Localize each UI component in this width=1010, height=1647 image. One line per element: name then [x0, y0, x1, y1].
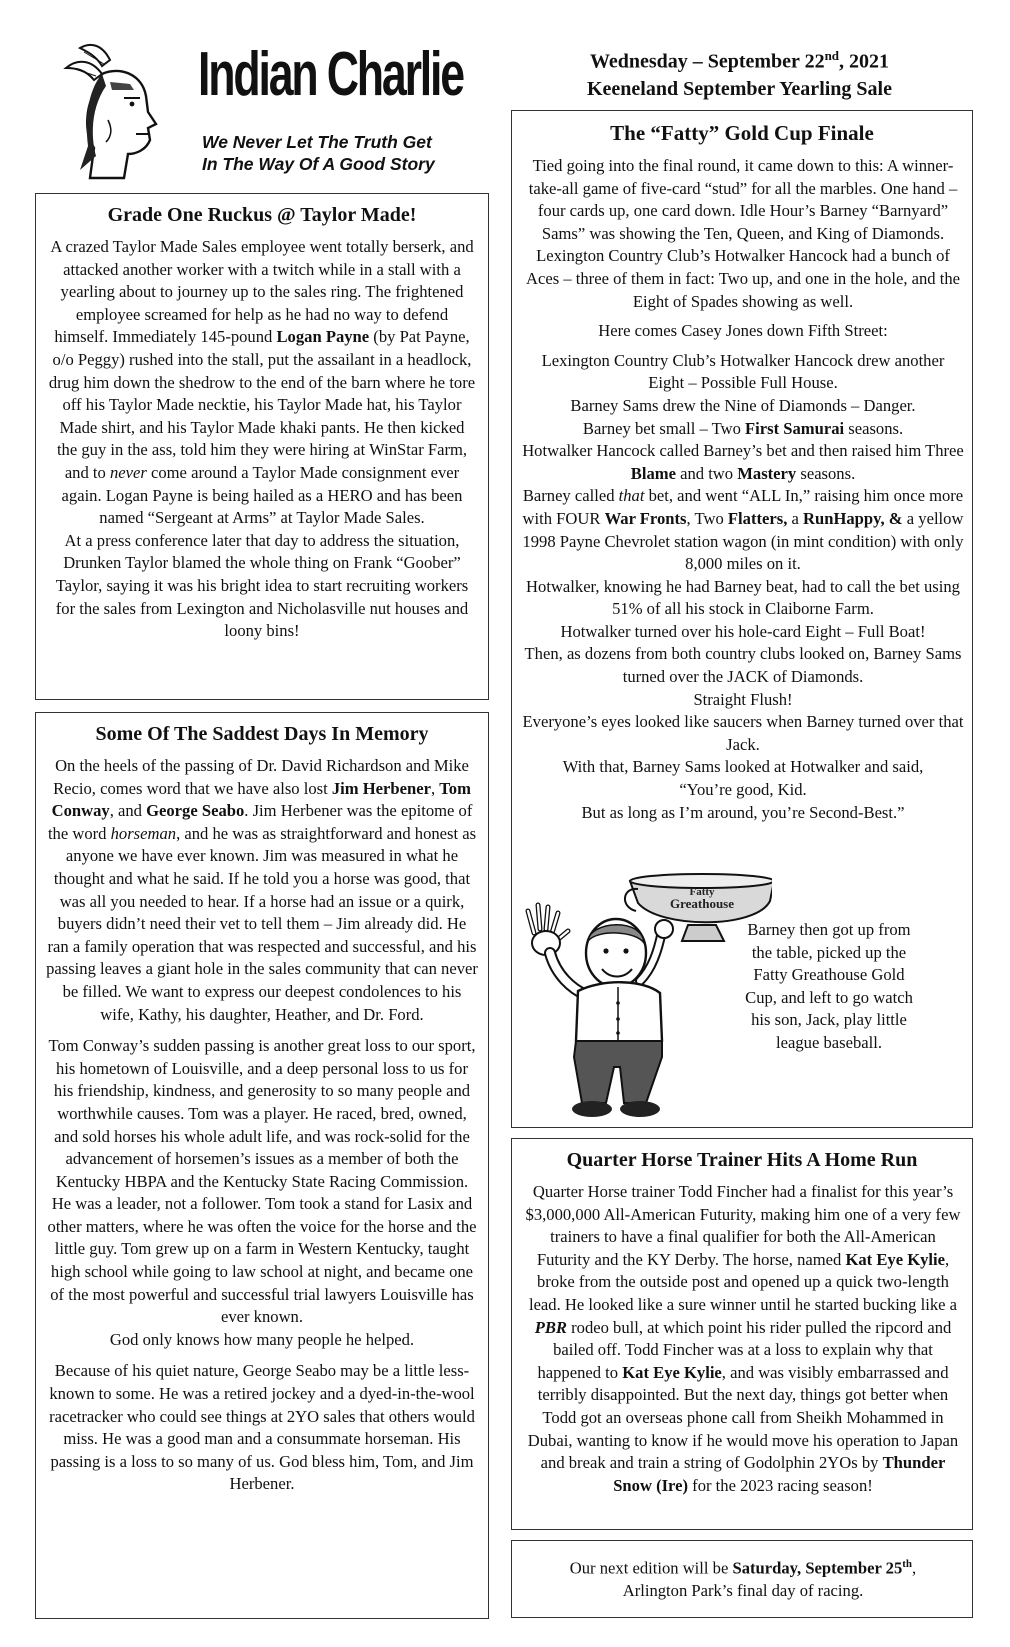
fatty-line-8: Then, as dozens from both country clubs looked on, Barney Sams turned over the JACK of Diamonds. [524, 644, 962, 687]
ruckus-text-2: (by Pat Payne, o/o Peggy) rushed into the stall, put the assailant in a headlock, drug him down the shedrow to the end of the barn where he tore off his Taylor Made necktie, his Taylor Made hat, his Taylor Made shirt, and his Taylor Made khaki pants. He then kicked the guy in the ass, told him they were hiring at WinStar Farm, and to [48, 327, 476, 482]
article-ruckus [35, 193, 489, 700]
next-edition-line-1 [518, 1553, 968, 1580]
next-edition-body [518, 1553, 968, 1603]
fatty-line-7: Hotwalker turned over his hole-card Eight – Full Boat! [560, 621, 926, 641]
masthead-title: Indian Charlie [198, 40, 463, 109]
figure-pants [574, 1041, 662, 1103]
dateline [512, 42, 967, 103]
fatty-l5-end: a yellow 1998 Payne Chevrolet station wagon (in mint condition) with only 8,000 miles on it. [522, 508, 964, 574]
fatty-paragraph-1b: Lexington Country Club’s Hotwalker Hancock had a bunch of Aces – three of them in fact: Two up, and one in the hole, and the Eight of Spades showing as well. [526, 246, 960, 311]
quarter-bold-thunder-snow: Thunder Snow (Ire) [613, 1453, 946, 1495]
quarter-text-3: rodeo bull, at which point his rider pulled the ripcord and bailed off. Todd Fincher was at a loss to explain why that happened to [537, 1317, 952, 1382]
saddest-italic-horseman: horseman [110, 823, 177, 843]
saddest-bold-herbener: Jim Herbener [331, 778, 431, 798]
quarter-paragraph [524, 1181, 962, 1497]
article-quarter-horse [511, 1138, 973, 1530]
fatty-line-3 [522, 418, 964, 441]
saddest-text-1: On the heels of the passing of Dr. David Richardson and Mike Recio, comes word that we have also lost [53, 756, 469, 798]
chief-head-logo [50, 38, 190, 188]
article-fatty [511, 110, 973, 1128]
fatty-l5-mid-1: bet, and went “ALL In,” raising him once more with FOUR [522, 486, 964, 528]
fatty-l5-text: Barney called [522, 486, 619, 506]
fatty-l5-mid-3: a [787, 508, 804, 528]
quarter-bold-kat-eye-kylie-2: Kat Eye Kylie [622, 1362, 722, 1382]
trophy-label-greathouse: Greathouse [669, 896, 735, 911]
saddest-text-2: , [430, 778, 440, 798]
ruckus-paragraph-2: At a press conference later that day to address the situation, Drunken Taylor blamed the whole thing on Frank “Goober” Taylor, saying it was his bright idea to start recruiting workers for the sales from Lexington and Nicholasville nut houses and loony bins! [55, 530, 469, 641]
fatty-line-5 [522, 485, 964, 575]
saddest-text-4: . Jim Herbener was the epitome of the word [47, 801, 473, 843]
fatty-l3-end: seasons. [844, 418, 904, 438]
trophy-label-fatty: Fatty [689, 886, 715, 898]
ruckus-paragraph-1 [48, 236, 476, 530]
masthead-tagline-1: We Never Let The Truth Get [202, 132, 432, 152]
saddest-bold-conway: Tom Conway [51, 778, 471, 821]
saddest-heading: Some Of The Saddest Days In Memory [95, 723, 429, 745]
dateline-year: , 2021 [839, 50, 890, 73]
quarter-text-5: for the 2023 racing season! [688, 1475, 873, 1495]
trophy-cartoon-illustration [512, 871, 772, 1125]
fatty-line-13: But as long as I’m around, you’re Second-Best.” [581, 802, 905, 822]
saddest-text-3: , and [109, 801, 147, 821]
quarter-heading: Quarter Horse Trainer Hits A Home Run [566, 1149, 918, 1171]
fatty-bold-runhappy: RunHappy, & [803, 508, 903, 528]
fatty-paragraph-1: Tied going into the final round, it came down to this: A winner-take-all game of five-card “stud” for all the marbles. One hand – four cards up, one card down. Idle Hour’s Barney “Barnyard” Sams” was showing the Ten, Queen, and King of Diamonds. [528, 156, 958, 243]
saddest-paragraph-3: Because of his quiet nature, George Seabo may be a little less-known to some. He was a retired jockey and a dyed-in-the-wool racetracker who could see things at 2YO sales that others would miss. He was a good man and a consummate horseman. His passing is a loss to so many of us. God bless him, Tom, and Jim Herbener. [49, 1361, 475, 1494]
article-saddest [35, 712, 489, 1619]
fatty-l3-text: Barney bet small – Two [582, 418, 746, 438]
quarter-text-4: , and was visibly embarrassed and terribly disappointed. But the next day, things got better when Todd got an overseas phone call from Sheikh Mohammed in Dubai, wanting to know if he would move his operation to Japan and break and train a string of Godolphin 2YOs by [527, 1362, 959, 1473]
quarter-body [524, 1181, 962, 1497]
fatty-line-11: With that, Barney Sams looked at Hotwalker and said, [562, 757, 924, 777]
ruckus-italic-never: never [109, 462, 147, 482]
ruckus-text-3: come around a Taylor Made consignment ever again. Logan Payne is being hailed as a HERO and has been named “Sergeant at Arms” at Taylor Made Sales. [61, 462, 463, 528]
saddest-paragraph-1 [46, 755, 478, 1026]
dateline-event: Keeneland September Yearling Sale [587, 77, 892, 100]
next-edition-date: Saturday, September 25 [732, 1558, 903, 1578]
quarter-bold-kat-eye-kylie-1: Kat Eye Kylie [845, 1249, 945, 1269]
fatty-caption: Barney then got up from the table, picked up the Fatty Greathouse Gold Cup, and left to go watch his son, Jack, play little league baseball. [745, 920, 913, 1052]
quarter-text-2: , broke from the outside post and opened up a quick two-length lead. He looked like a sure winner until he started bucking like a [528, 1249, 958, 1314]
fatty-italic-that: that [618, 486, 645, 506]
fatty-body [522, 155, 964, 824]
fatty-bold-blame: Blame [630, 463, 676, 483]
fatty-line-9: Straight Flush! [693, 689, 793, 709]
fatty-l4-mid: and two [675, 463, 738, 483]
saddest-body [46, 755, 478, 1496]
fatty-bold-mastery: Mastery [737, 463, 797, 483]
dateline-date [512, 42, 967, 76]
fatty-heading: The “Fatty” Gold Cup Finale [610, 121, 874, 145]
dateline-day: Wednesday – September 22 [589, 50, 825, 73]
next-edition-text: Our next edition will be [569, 1558, 733, 1578]
fatty-paragraph-2: Here comes Casey Jones down Fifth Street: [598, 321, 888, 341]
saddest-text-5: , and he was as straightforward and honest as anyone we have ever known. Jim was measured in what he thought and what he said. If he told you a horse was good, that was all you needed to hear. If a horse had an issue or a quirk, buyers didn’t need their vet to tell them – Jim already did. He ran a family operation that was respected and successful, and his passing leaves a giant hole in the sales community that can never be filled. We want to express our deepest condolences to his wife, Kathy, his daughter, Heather, and Dr. Ford. [46, 823, 478, 1024]
fatty-line-2: Barney Sams drew the Nine of Diamonds – Danger. [570, 395, 916, 415]
fatty-l4-end: seasons. [796, 463, 856, 483]
fatty-bold-flatters: Flatters, [727, 508, 788, 528]
fatty-bold-war-fronts: War Fronts [604, 508, 687, 528]
saddest-paragraph-2: Tom Conway’s sudden passing is another great loss to our sport, his hometown of Louisville, and a deep personal loss to us for his friendship, kindness, and generosity to so many people and worthwhile causes. Tom was a player. He raced, bred, owned, and sold horses his whole adult life, and was rock-solid for the advancement of horsemen’s issues as a member of both the Kentucky HBPA and the Kentucky State Racing Commission. He was a leader, not a follower. Tom took a stand for Lasix and other matters, where he was often the voice for the horse and the little guy. Tom grew up on a farm in Western Kentucky, taught high school while going to law school at night, and became one of the most powerful and successful trial lawyers Louisville has ever known. [47, 1036, 477, 1327]
ruckus-body [48, 236, 476, 643]
figure-shirt [576, 982, 662, 1048]
quarter-bold-italic-pbr: PBR [534, 1317, 567, 1337]
next-edition-comma: , [912, 1558, 917, 1578]
fatty-line-6: Hotwalker, knowing he had Barney beat, had to call the bet using 51% of all his stock in Claiborne Farm. [526, 576, 960, 619]
ruckus-text-1: A crazed Taylor Made Sales employee went totally berserk, and attacked another worker with a twitch while in a stall with a yearling about to journey up to the sales ring. The frightened employee screamed for help as he had no way to defend himself. Immediately 145-pound [50, 237, 474, 347]
next-edition-line-2: Arlington Park’s final day of racing. [622, 1581, 864, 1601]
fatty-l4-text: Hotwalker Hancock called Barney’s bet and then raised him Three [522, 441, 964, 461]
fatty-bold-first-samurai: First Samurai [745, 418, 845, 438]
fatty-line-4 [522, 440, 964, 485]
masthead-tagline-2: In The Way Of A Good Story [202, 154, 435, 174]
masthead [50, 38, 490, 188]
fatty-line-12: “You’re good, Kid. [679, 780, 807, 800]
dateline-sup: nd [824, 48, 840, 63]
ruckus-heading: Grade One Ruckus @ Taylor Made! [107, 204, 417, 226]
next-edition-sup: th [902, 1558, 913, 1570]
next-edition-notice [511, 1540, 973, 1618]
saddest-paragraph-2b: God only knows how many people he helped. [109, 1329, 415, 1349]
saddest-bold-seabo: George Seabo [146, 801, 245, 821]
ruckus-bold-logan: Logan Payne [276, 327, 370, 347]
fatty-line-1: Lexington Country Club’s Hotwalker Hancock drew another Eight – Possible Full House. [541, 350, 945, 393]
quarter-text-1: Quarter Horse trainer Todd Fincher had a finalist for this year’s $3,000,000 All-American Futurity, making him one of a very few trainers to have a final qualifier for both the All-American Futurity and the KY Derby. The horse, named [525, 1182, 961, 1269]
fatty-l5-mid-2: , Two [686, 508, 728, 528]
fatty-line-10: Everyone’s eyes looked like saucers when Barney turned over that Jack. [522, 712, 964, 754]
